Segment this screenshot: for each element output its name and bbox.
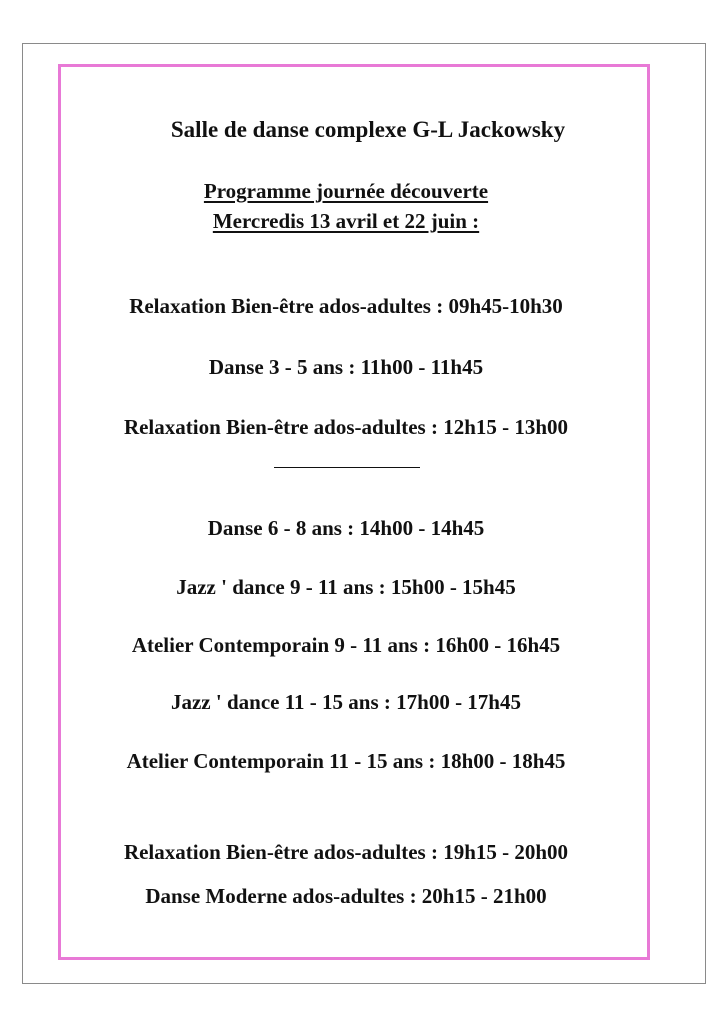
schedule-item: Jazz ' dance 9 - 11 ans : 15h00 - 15h45	[176, 575, 516, 599]
schedule-item: Relaxation Bien-être ados-adultes : 19h15 - 20h00	[123, 840, 569, 864]
schedule-item: Danse 6 - 8 ans : 14h00 - 14h45	[207, 516, 485, 540]
schedule-item: Relaxation Bien-être ados-adultes : 09h45-10h30	[129, 294, 563, 318]
schedule-item: Danse Moderne ados-adultes : 20h15 - 21h00	[145, 884, 547, 908]
program-heading: Programme journée découverte	[203, 179, 489, 203]
schedule-item: Atelier Contemporain 9 - 11 ans : 16h00 - 16h45	[131, 633, 561, 657]
schedule-item: Jazz ' dance 11 - 15 ans : 17h00 - 17h45	[170, 690, 521, 714]
schedule-item: Relaxation Bien-être ados-adultes : 12h15 - 13h00	[123, 415, 569, 439]
schedule-item: Danse 3 - 5 ans : 11h00 - 11h45	[208, 355, 484, 379]
section-divider	[274, 467, 420, 468]
document-title: Salle de danse complexe G-L Jackowsky	[170, 117, 566, 142]
schedule-item: Atelier Contemporain 11 - 15 ans : 18h00 - 18h45	[126, 749, 566, 773]
program-dates: Mercredis 13 avril et 22 juin :	[212, 209, 480, 233]
